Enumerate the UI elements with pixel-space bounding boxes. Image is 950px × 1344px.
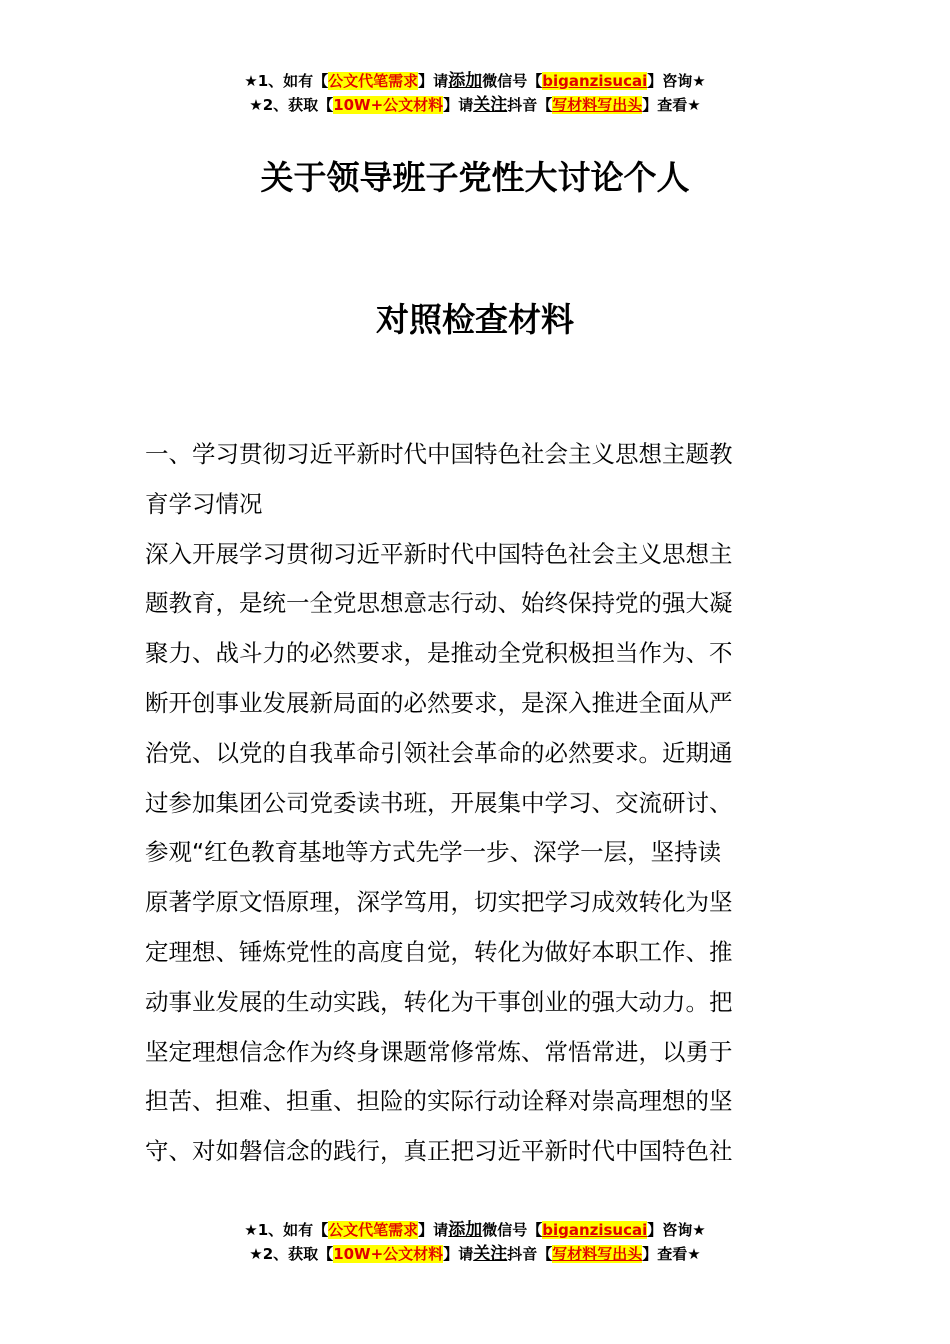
body-line: 断开创事业发展新局面的必然要求，是深入推进全面从严	[145, 688, 733, 717]
body-line: 治党、以党的自我革命引领社会革命的必然要求。近期通	[145, 738, 733, 767]
title-line-1: 关于领导班子党性大讨论个人	[260, 158, 690, 197]
ad-line-2: ★2、获取【10W+公文材料】请关注抖音【写材料写出头】查看★	[249, 95, 701, 115]
body-line: 深入开展学习贯彻习近平新时代中国特色社会主义思想主	[145, 539, 733, 568]
body-line: 原著学原文悟原理，深学笃用，切实把学习成效转化为坚	[145, 888, 733, 917]
ad-line-1: ★1、如有【公文代笔需求】请添加微信号【biganzisucai】咨询★	[244, 1220, 706, 1240]
ad-line-1: ★1、如有【公文代笔需求】请添加微信号【biganzisucai】咨询★	[244, 71, 706, 91]
body-line: 聚力、战斗力的必然要求，是推动全党积极担当作为、不	[145, 639, 733, 668]
body-line: 坚定理想信念作为终身课题常修常炼、常悟常进，以勇于	[145, 1037, 733, 1066]
header-ad	[0, 69, 950, 117]
body-line: 过参加集团公司党委读书班，开展集中学习、交流研讨、	[145, 788, 733, 817]
body-text	[145, 430, 815, 1177]
body-line: 动事业发展的生动实践，转化为干事创业的强大动力。把	[145, 987, 733, 1016]
ad-line-2: ★2、获取【10W+公文材料】请关注抖音【写材料写出头】查看★	[249, 1244, 701, 1264]
body-line: 定理想、锤炼党性的高度自觉，转化为做好本职工作、推	[145, 937, 733, 966]
body-line: 参观“红色教育基地等方式先学一步、深学一层，坚持读	[145, 838, 722, 867]
body-line: 守、对如磐信念的践行，真正把习近平新时代中国特色社	[145, 1137, 733, 1166]
body-line: 育学习情况	[145, 489, 263, 518]
footer-ad	[0, 1218, 950, 1266]
body-line: 担苦、担难、担重、担险的实际行动诠释对崇高理想的坚	[145, 1087, 733, 1116]
body-line: 题教育，是统一全党思想意志行动、始终保持党的强大凝	[145, 589, 733, 618]
title-line-2: 对照检查材料	[376, 300, 574, 339]
body-line: 一、学习贯彻习近平新时代中国特色社会主义思想主题教	[145, 440, 733, 468]
